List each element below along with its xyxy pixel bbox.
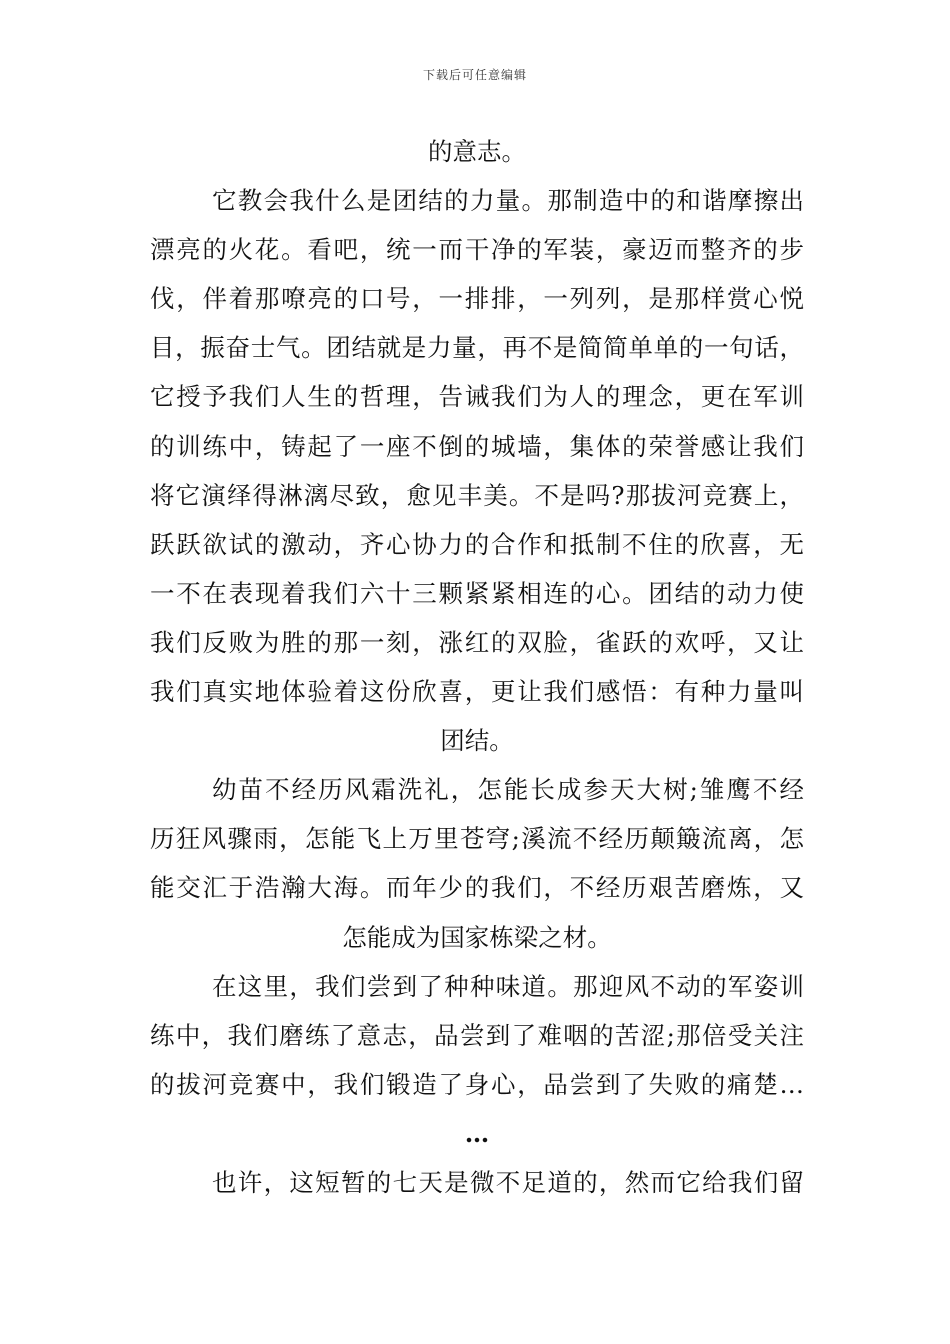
text-line: 我们真实地体验着这份欣喜，更让我们感悟：有种力量叫: [150, 677, 804, 707]
text-line: 的训练中，铸起了一座不倒的城墙，集体的荣誉感让我们: [150, 431, 804, 461]
text-line: 将它演绎得淋漓尽致，愈见丰美。不是吗?那拔河竞赛上，: [150, 480, 804, 510]
text-line: 的意志。: [428, 137, 526, 166]
page-header-note: 下载后可任意编辑: [422, 68, 527, 82]
paragraph-first-line: 它教会我什么是团结的力量。那制造中的和谐摩擦出: [212, 186, 804, 216]
text-line: 能交汇于浩瀚大海。而年少的我们，不经历艰苦磨炼，又: [150, 873, 804, 903]
text-line: 团结。: [440, 726, 514, 756]
text-line: 练中，我们磨练了意志，品尝到了难咽的苦涩;那倍受关注: [150, 1020, 804, 1050]
text-line: 的拔河竞赛中，我们锻造了身心，品尝到了失败的痛楚…: [150, 1069, 804, 1099]
paragraph-first-line: 也许，这短暂的七天是微不足道的，然而它给我们留: [212, 1167, 804, 1197]
text-line: 漂亮的火花。看吧，统一而干净的军装，豪迈而整齐的步: [150, 235, 804, 265]
paragraph-first-line: 幼苗不经历风霜洗礼，怎能长成参天大树;雏鹰不经: [212, 775, 804, 805]
text-line: 跃跃欲试的激动，齐心协力的合作和抵制不住的欣喜，无: [150, 529, 804, 559]
text-line: 一不在表现着我们六十三颗紧紧相连的心。团结的动力使: [150, 578, 804, 608]
text-line: 我们反败为胜的那一刻，涨红的双脸，雀跃的欢呼，又让: [150, 627, 804, 657]
text-line: 怎能成为国家栋梁之材。: [342, 922, 612, 952]
text-line: 伐，伴着那嘹亮的口号，一排排，一列列，是那样赏心悦: [150, 284, 804, 314]
text-line: 它授予我们人生的哲理，告诫我们为人的理念，更在军训: [150, 382, 804, 412]
text-line: …: [464, 1118, 490, 1148]
text-line: 目，振奋士气。团结就是力量，再不是简简单单的一句话，: [150, 333, 804, 363]
paragraph-first-line: 在这里，我们尝到了种种味道。那迎风不动的军姿训: [212, 971, 804, 1001]
text-line: 历狂风骤雨，怎能飞上万里苍穹;溪流不经历颠簸流离，怎: [150, 824, 804, 854]
document-body: [150, 127, 804, 1207]
